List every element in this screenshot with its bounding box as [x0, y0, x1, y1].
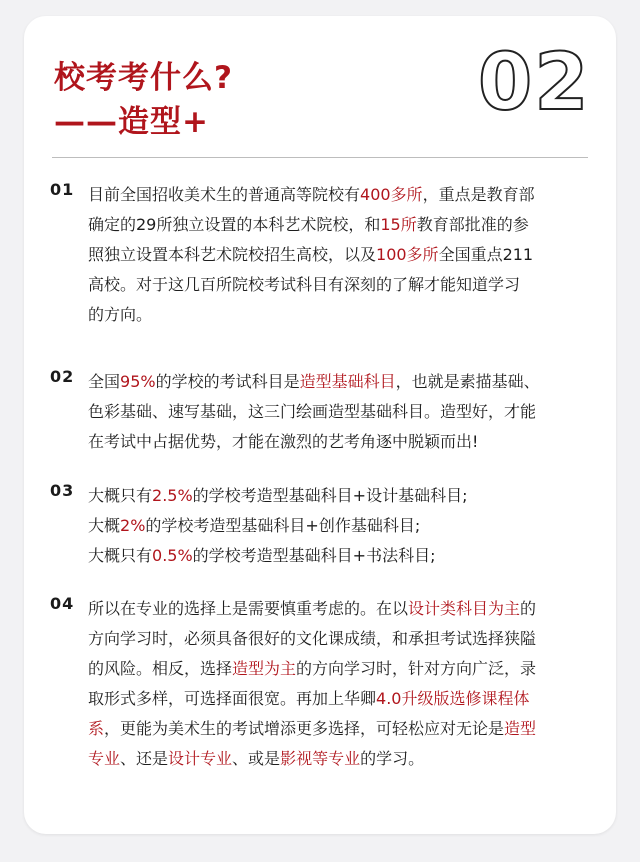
text-run: 、或是 — [232, 749, 281, 768]
text-run: 在考试中占据优势，才能在激烈的艺考角逐中脱颖而出! — [88, 432, 479, 451]
section-01 — [50, 180, 590, 330]
text-run: 的方向。 — [88, 305, 153, 324]
text-line — [88, 714, 590, 744]
page-subtitle: ——造型+ — [54, 104, 209, 140]
text-run: 的学校考造型基础科目+书法科目; — [192, 546, 436, 565]
page-title: 校考考什么? — [54, 60, 233, 96]
text-line — [88, 481, 590, 511]
text-run: 色彩基础、速写基础，这三门绘画造型基础科目。造型好，才能 — [88, 402, 537, 421]
text-line — [88, 180, 590, 210]
text-run: 确定的29所独立设置的本科艺术院校，和 — [88, 215, 381, 234]
text-run: 、还是 — [120, 749, 169, 768]
text-run: 高校。对于这几百所院校考试科目有深刻的了解才能知道学习 — [88, 275, 521, 294]
section-text — [88, 180, 590, 330]
highlighted-text: 95% — [120, 372, 156, 391]
highlighted-text: 100多所 — [376, 245, 439, 264]
text-run: 的学习。 — [360, 749, 425, 768]
text-line — [88, 594, 590, 624]
highlighted-text: 15所 — [380, 215, 417, 234]
text-run: 照独立设置本科艺术院校招生高校，以及 — [88, 245, 377, 264]
text-line — [88, 684, 590, 714]
highlighted-text: 造型为主 — [232, 659, 297, 678]
highlighted-text: 400多所 — [360, 185, 423, 204]
text-run: 大概只有 — [88, 486, 153, 505]
text-line — [88, 744, 590, 774]
section-number: 02 — [50, 367, 75, 386]
text-run: 的 — [520, 599, 537, 618]
section-03 — [50, 481, 590, 571]
text-run: 方向学习时，必须具备很好的文化课成绩，和承担考试选择狭隘 — [88, 629, 537, 648]
section-number: 03 — [50, 481, 75, 500]
highlighted-text: 设计专业 — [168, 749, 233, 768]
highlighted-text: 2.5% — [152, 486, 193, 505]
text-line — [88, 240, 590, 270]
highlighted-text: 设计类科目为主 — [408, 599, 521, 618]
text-line — [88, 300, 590, 330]
highlighted-text: 影视等专业 — [280, 749, 361, 768]
text-run: ，重点是教育部 — [422, 185, 535, 204]
highlighted-text: 0.5% — [152, 546, 193, 565]
text-run: 的学校考造型基础科目+创作基础科目; — [145, 516, 421, 535]
section-text — [88, 594, 590, 774]
text-run: 取形式多样，可选择面很宽。再加上华卿 — [88, 689, 377, 708]
text-run: 的学校考造型基础科目+设计基础科目; — [192, 486, 468, 505]
highlighted-text: 2% — [120, 516, 146, 535]
section-text — [88, 481, 590, 571]
highlighted-text: 系 — [88, 719, 105, 738]
highlighted-text: 造型 — [504, 719, 537, 738]
text-run: 所以在专业的选择上是需要慎重考虑的。在以 — [88, 599, 409, 618]
divider — [52, 157, 588, 158]
text-run: 大概 — [88, 516, 121, 535]
text-line — [88, 397, 590, 427]
highlighted-text: 造型基础科目 — [299, 372, 396, 391]
text-run: 全国 — [88, 372, 121, 391]
highlighted-text: 4.0升级版选修课程体 — [376, 689, 530, 708]
text-line — [88, 270, 590, 300]
text-run: 大概只有 — [88, 546, 153, 565]
text-line — [88, 654, 590, 684]
section-text — [88, 367, 590, 457]
section-number: 04 — [50, 594, 75, 613]
text-run: 的风险。相反，选择 — [88, 659, 233, 678]
highlighted-text: 专业 — [88, 749, 121, 768]
section-number: 01 — [50, 180, 75, 199]
text-run: 全国重点211 — [438, 245, 534, 264]
text-line — [88, 427, 590, 457]
section-02 — [50, 367, 590, 457]
text-run: 教育部批准的参 — [416, 215, 529, 234]
text-line — [88, 210, 590, 240]
text-run: 的方向学习时，针对方向广泛，录 — [296, 659, 537, 678]
text-line — [88, 624, 590, 654]
text-run: ，更能为美术生的考试增添更多选择，可轻松应对无论是 — [104, 719, 505, 738]
text-line — [88, 511, 590, 541]
text-run: 目前全国招收美术生的普通高等院校有 — [88, 185, 361, 204]
text-run: 的学校的考试科目是 — [155, 372, 300, 391]
section-number-badge: 02 — [478, 38, 591, 128]
text-run: ，也就是素描基础、 — [395, 372, 540, 391]
section-04 — [50, 594, 590, 774]
text-line — [88, 541, 590, 571]
text-line — [88, 367, 590, 397]
